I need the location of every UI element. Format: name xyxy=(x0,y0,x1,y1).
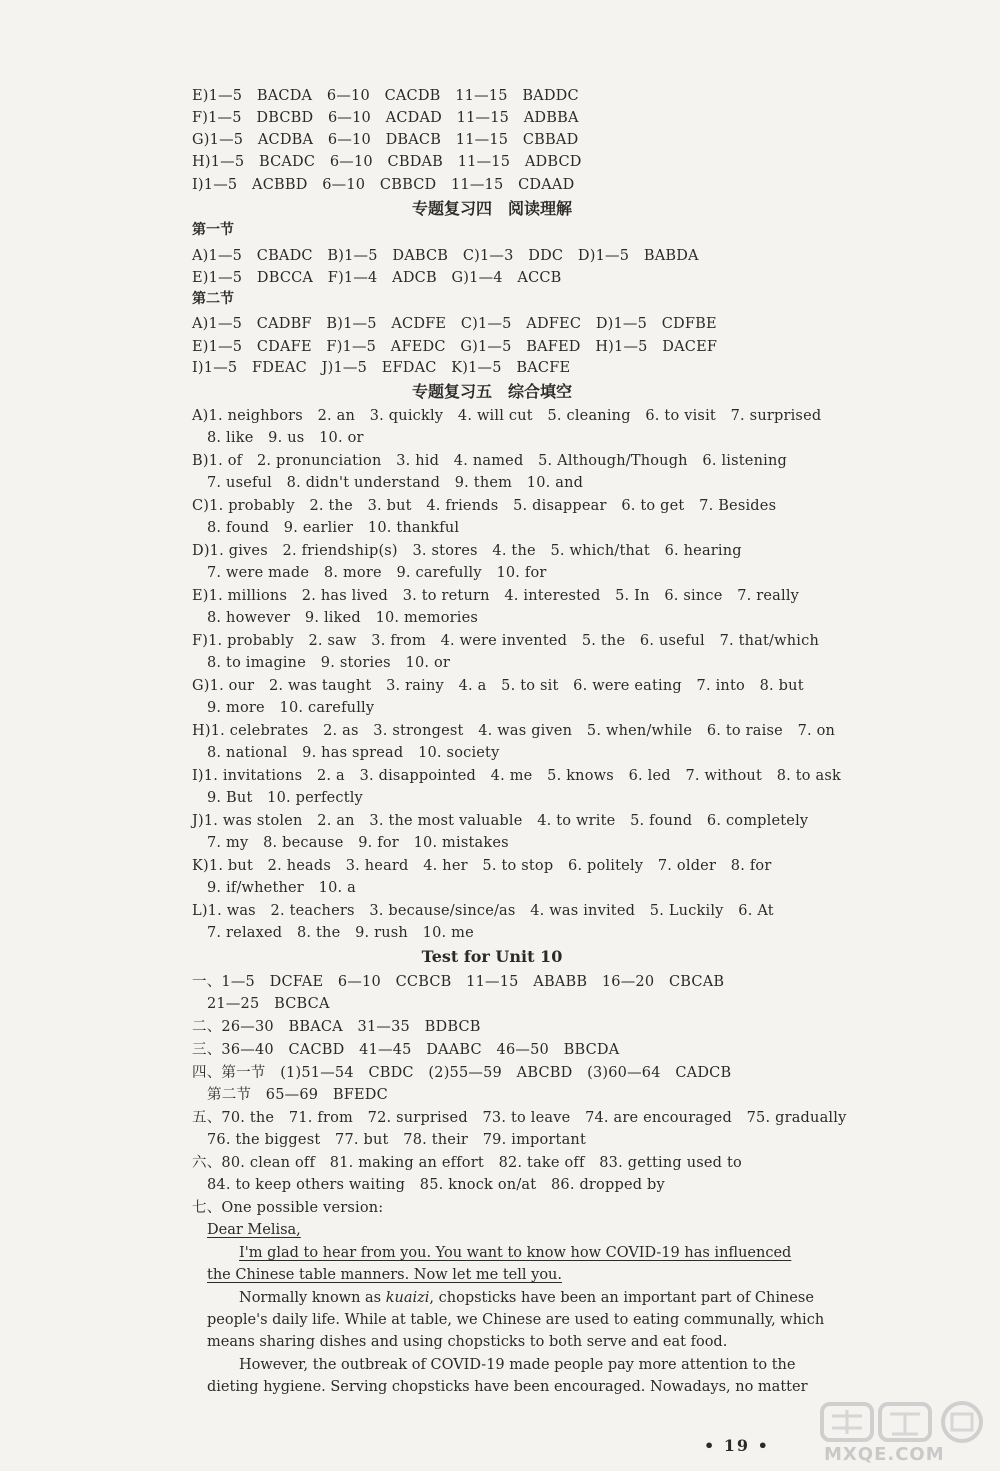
section-4-heading: 专题复习四 阅读理解 xyxy=(411,199,572,218)
section-5-line: C)1. probably 2. the 3. but 4. friends 5. disappear 6. to get 7. Besides xyxy=(192,498,777,514)
section-4-part2-line: I)1—5 FDEAC J)1—5 EFDAC K)1—5 BACFE xyxy=(192,360,571,376)
watermark xyxy=(820,1400,995,1466)
section-4-part2-line: E)1—5 CDAFE F)1—5 AFEDC G)1—5 BAFED H)1—5 DACEF xyxy=(192,339,718,355)
section-5-line: J)1. was stolen 2. an 3. the most valuable 4. to write 5. found 6. completely xyxy=(192,813,809,829)
letter-paragraph-line: people's daily life. While at table, we Chinese are used to eating communally, which xyxy=(207,1312,825,1328)
section-4-part1-line: A)1—5 CBADC B)1—5 DABCB C)1—3 DDC D)1—5 BABDA xyxy=(192,248,699,264)
answer-line-e: E)1—5 BACDA 6—10 CACDB 11—15 BADDC xyxy=(192,88,579,104)
pinyin-word: kuaizi xyxy=(385,1290,430,1306)
section-5-line: H)1. celebrates 2. as 3. strongest 4. was given 5. when/while 6. to raise 7. on xyxy=(192,723,836,739)
section-5-line: 8. however 9. liked 10. memories xyxy=(207,610,479,626)
section-5-line: G)1. our 2. was taught 3. rainy 4. a 5. to sit 6. were eating 7. into 8. but xyxy=(192,678,804,694)
section-4-part1-line: E)1—5 DBCCA F)1—4 ADCB G)1—4 ACCB xyxy=(192,270,562,286)
section-5-line: B)1. of 2. pronunciation 3. hid 4. named 5. Although/Though 6. listening xyxy=(192,453,787,469)
answer-line-i: I)1—5 ACBBD 6—10 CBBCD 11—15 CDAAD xyxy=(192,177,575,193)
test-line: 一、1—5 DCFAE 6—10 CCBCB 11—15 ABABB 16—20 CBCAB xyxy=(192,974,725,990)
answer-line-g: G)1—5 ACDBA 6—10 DBACB 11—15 CBBAD xyxy=(192,132,579,148)
letter-paragraph-line: Normally known as kuaizi, chopsticks have been an important part of Chinese xyxy=(239,1290,814,1306)
section-5-line: I)1. invitations 2. a 3. disappointed 4. me 5. knows 6. led 7. without 8. to ask xyxy=(192,768,841,784)
section-5-line: 9. But 10. perfectly xyxy=(207,790,363,806)
section-5-line: 8. to imagine 9. stories 10. or xyxy=(207,655,451,671)
letter-intro-line: the Chinese table manners. Now let me tell you. xyxy=(207,1267,562,1283)
test-heading: Test for Unit 10 xyxy=(421,947,563,966)
section-5-heading: 专题复习五 综合填空 xyxy=(411,382,572,401)
letter-paragraph-line: However, the outbreak of COVID-19 made people pay more attention to the xyxy=(239,1357,796,1373)
test-line: 四、第一节 (1)51—54 CBDC (2)55—59 ABCBD (3)60—64 CADCB xyxy=(192,1065,732,1081)
section-5-line: A)1. neighbors 2. an 3. quickly 4. will cut 5. cleaning 6. to visit 7. surprised xyxy=(192,408,822,424)
section-5-line: D)1. gives 2. friendship(s) 3. stores 4. the 5. which/that 6. hearing xyxy=(192,543,742,559)
test-line: 21—25 BCBCA xyxy=(207,996,330,1012)
section-5-line: 8. national 9. has spread 10. society xyxy=(207,745,500,761)
test-line: 76. the biggest 77. but 78. their 79. important xyxy=(207,1132,586,1148)
section-5-line: E)1. millions 2. has lived 3. to return 4. interested 5. In 6. since 7. really xyxy=(192,588,800,604)
section-5-line: 9. if/whether 10. a xyxy=(207,880,356,896)
test-line: 六、80. clean off 81. making an effort 82. take off 83. getting used to xyxy=(192,1155,742,1171)
section-5-line: 7. my 8. because 9. for 10. mistakes xyxy=(207,835,509,851)
watermark-text: MXQE.COM xyxy=(824,1444,945,1465)
section-5-line: 8. like 9. us 10. or xyxy=(207,430,364,446)
test-line: 五、70. the 71. from 72. surprised 73. to leave 74. are encouraged 75. gradually xyxy=(192,1110,847,1126)
section-5-line: 8. found 9. earlier 10. thankful xyxy=(207,520,460,536)
answer-line-h: H)1—5 BCADC 6—10 CBDAB 11—15 ADBCD xyxy=(192,154,582,170)
section-5-line: F)1. probably 2. saw 3. from 4. were invented 5. the 6. useful 7. that/which xyxy=(192,633,819,649)
section-4-part2-label: 第二节 xyxy=(192,291,234,307)
section-4-part2-line: A)1—5 CADBF B)1—5 ACDFE C)1—5 ADFEC D)1—5 CDFBE xyxy=(192,316,717,332)
test-line: 第二节 65—69 BFEDC xyxy=(207,1087,388,1103)
watermark-logo-icon xyxy=(820,1400,995,1444)
letter-paragraph-line: means sharing dishes and using chopsticks to both serve and eat food. xyxy=(207,1334,728,1350)
letter-paragraph-line: dieting hygiene. Serving chopsticks have been encouraged. Nowadays, no matter xyxy=(207,1379,808,1395)
section-5-line: 9. more 10. carefully xyxy=(207,700,375,716)
test-line: 二、26—30 BBACA 31—35 BDBCB xyxy=(192,1019,481,1035)
section-5-line: K)1. but 2. heads 3. heard 4. her 5. to stop 6. politely 7. older 8. for xyxy=(192,858,772,874)
test-line: 84. to keep others waiting 85. knock on/at 86. dropped by xyxy=(207,1177,665,1193)
section-5-line: 7. relaxed 8. the 9. rush 10. me xyxy=(207,925,474,941)
section-5-line: 7. useful 8. didn't understand 9. them 10. and xyxy=(207,475,584,491)
section-5-line: 7. were made 8. more 9. carefully 10. for xyxy=(207,565,547,581)
letter-intro-line: I'm glad to hear from you. You want to know how COVID-19 has influenced xyxy=(239,1245,792,1261)
section-4-part1-label: 第一节 xyxy=(192,222,234,238)
test-line: 三、36—40 CACBD 41—45 DAABC 46—50 BBCDA xyxy=(192,1042,620,1058)
answer-line-f: F)1—5 DBCBD 6—10 ACDAD 11—15 ADBBA xyxy=(192,110,579,126)
section-5-line: L)1. was 2. teachers 3. because/since/as 4. was invited 5. Luckily 6. At xyxy=(192,903,774,919)
test-line: 七、One possible version: xyxy=(192,1200,384,1216)
letter-greeting: Dear Melisa, xyxy=(207,1222,301,1238)
page-number: • 19 • xyxy=(704,1436,770,1455)
